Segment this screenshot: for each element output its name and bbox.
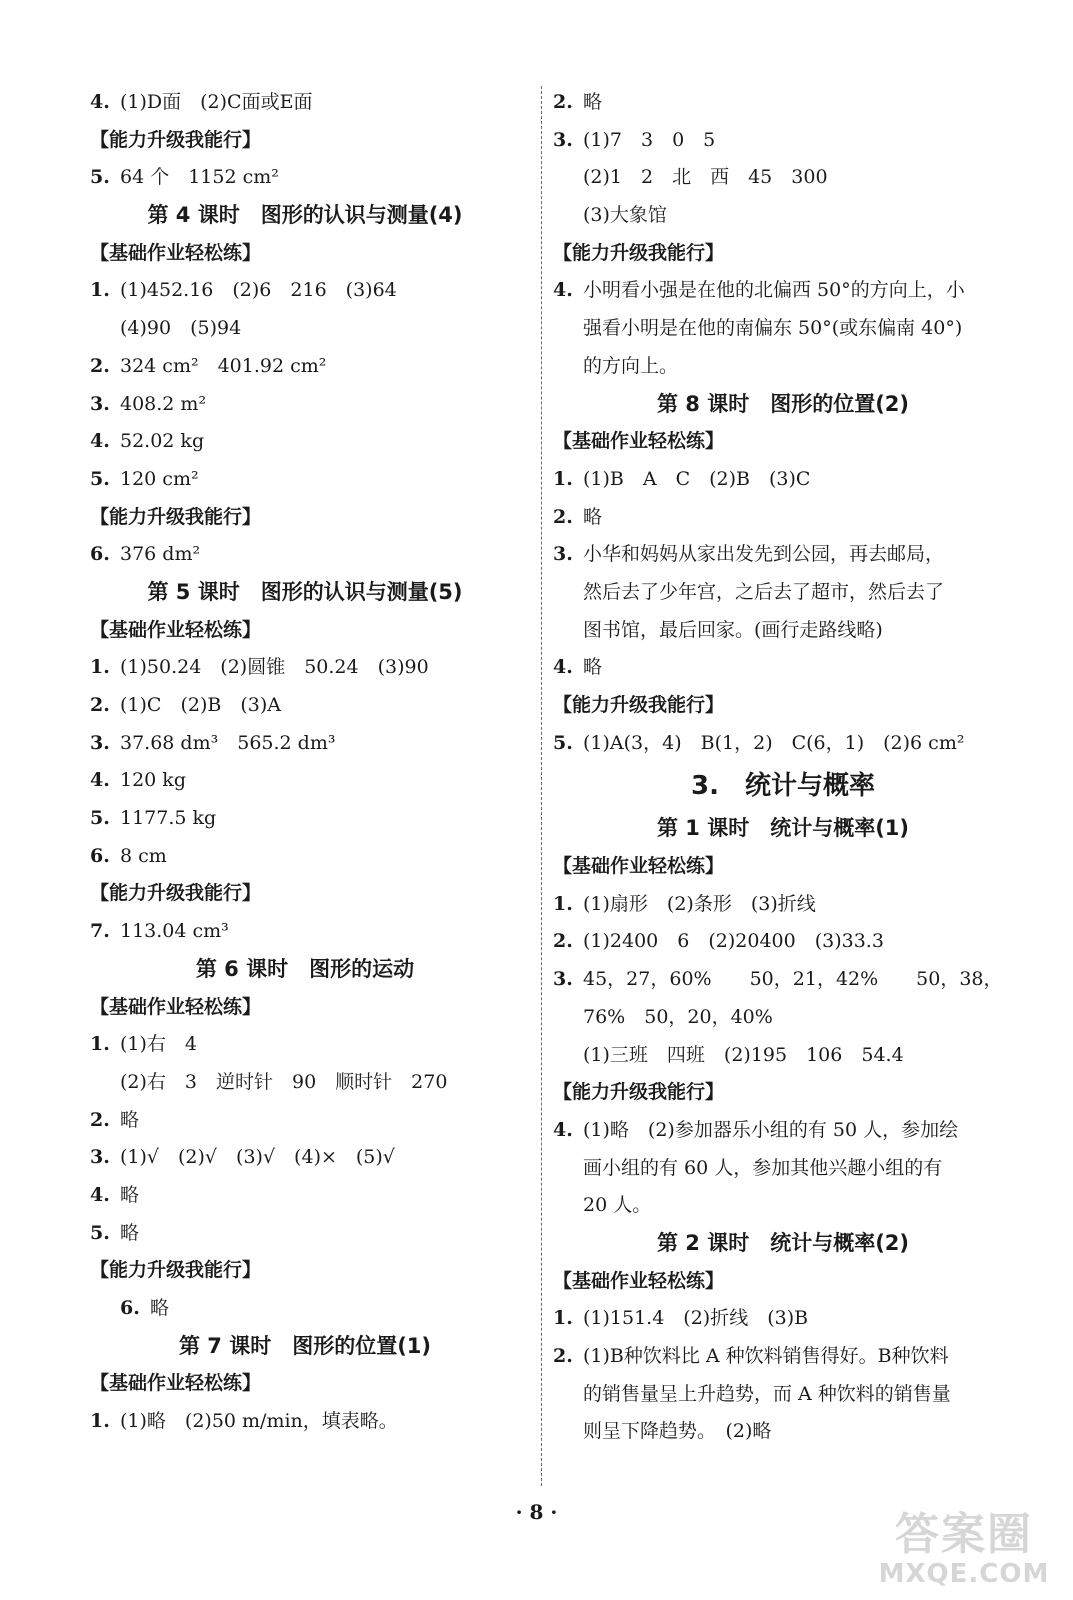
section-heading: 【能力升级我能行】 <box>90 505 262 528</box>
answer-continuation: 图书馆，最后回家。(画行走路线略) <box>583 618 883 641</box>
answer-continuation: 76% 50，20，40% <box>583 1005 773 1028</box>
answer-line: 5. (1)A(3，4) B(1，2) C(6，1) (2)6 cm² <box>553 731 965 754</box>
answer-line: 3. (1)7 3 0 5 <box>553 128 716 151</box>
answer-line: 4. 略 <box>90 1183 140 1206</box>
answer-line: 2. 略 <box>553 91 603 113</box>
lesson-title: 第 6 课时 图形的运动 <box>195 956 415 981</box>
lesson-title: 第 8 课时 图形的位置(2) <box>656 391 910 416</box>
watermark-url: MXQE.COM <box>878 1559 1050 1589</box>
lesson-title: 第 2 课时 统计与概率(2) <box>656 1230 910 1255</box>
lesson-title: 第 7 课时 图形的位置(1) <box>178 1333 432 1358</box>
section-heading: 【能力升级我能行】 <box>90 882 262 905</box>
answer-continuation: 画小组的有 60 人，参加其他兴趣小组的有 <box>583 1156 943 1179</box>
answer-line: 2. (1)C (2)B (3)A <box>90 694 281 716</box>
lesson-title: 第 5 课时 图形的认识与测量(5) <box>147 579 463 604</box>
answer-line: 3. 45，27，60% 50，21，42% 50，38， <box>553 968 1003 991</box>
answer-line: 6. 376 dm² <box>90 543 201 566</box>
answer-continuation: 20 人。 <box>583 1194 652 1217</box>
answer-continuation: 的方向上。 <box>583 354 679 377</box>
answer-line: 1. (1)B A C (2)B (3)C <box>553 467 811 490</box>
answer-line: 7. 113.04 cm³ <box>90 920 229 943</box>
answer-continuation: 强看小明是在他的南偏东 50°(或东偏南 40°) <box>583 317 963 340</box>
section-heading: 【基础作业轻松练】 <box>553 430 725 453</box>
answer-line: 2. 324 cm² 401.92 cm² <box>90 354 327 377</box>
answer-line: 4. 52.02 kg <box>90 430 205 453</box>
answer-line: 1. (1)452.16 (2)6 216 (3)64 <box>90 279 397 302</box>
chapter-title: 3. 统计与概率 <box>691 771 875 802</box>
section-heading: 【基础作业轻松练】 <box>553 855 725 878</box>
answer-line: 1. (1)扇形 (2)条形 (3)折线 <box>553 892 816 915</box>
section-heading: 【基础作业轻松练】 <box>90 241 262 264</box>
section-heading: 【能力升级我能行】 <box>90 1259 262 1282</box>
answer-continuation: 则呈下降趋势。 (2)略 <box>583 1420 772 1443</box>
answer-continuation: 然后去了少年宫，之后去了超市，然后去了 <box>583 580 945 603</box>
answer-line: 4. 120 kg <box>90 769 186 792</box>
answer-line: 6. 8 cm <box>90 844 167 867</box>
answer-continuation: 的销售量呈上升趋势，而 A 种饮料的销售量 <box>583 1382 951 1405</box>
answer-line: 5. 64 个 1152 cm² <box>90 166 279 189</box>
page-number: · 8 · <box>515 1500 558 1524</box>
answer-line: 6. 略 <box>120 1297 170 1319</box>
left-column <box>90 84 520 1441</box>
column-divider <box>541 86 542 1486</box>
answer-continuation: (2)1 2 北 西 45 300 <box>583 166 828 189</box>
answer-line: 2. (1)B种饮料比 A 种饮料销售得好。B种饮料 <box>553 1345 949 1367</box>
section-heading: 【能力升级我能行】 <box>553 694 725 716</box>
answer-line: 5. 120 cm² <box>90 467 199 490</box>
watermark-logo <box>869 1510 1059 1592</box>
lesson-title: 第 1 课时 统计与概率(1) <box>656 816 910 841</box>
answer-line: 3. (1)√ (2)√ (3)√ (4)× (5)√ <box>90 1146 395 1169</box>
section-heading: 【能力升级我能行】 <box>90 128 262 151</box>
answer-continuation: (2)右 3 逆时针 90 顺时针 270 <box>120 1070 448 1093</box>
answer-line: 2. 略 <box>553 505 603 528</box>
answer-continuation: (3)大象馆 <box>583 204 667 227</box>
answer-line: 4. (1)D面 (2)C面或E面 <box>90 91 313 113</box>
section-heading: 【基础作业轻松练】 <box>90 1372 262 1395</box>
section-heading: 【基础作业轻松练】 <box>553 1269 725 1292</box>
section-heading: 【能力升级我能行】 <box>553 1081 725 1104</box>
section-heading: 【基础作业轻松练】 <box>90 618 262 641</box>
answer-line: 1. (1)略 (2)50 m/min，填表略。 <box>90 1410 398 1433</box>
answer-line: 2. 略 <box>90 1108 140 1131</box>
answer-line: 3. 37.68 dm³ 565.2 dm³ <box>90 731 336 754</box>
lesson-title: 第 4 课时 图形的认识与测量(4) <box>147 203 463 228</box>
answer-line: 5. 略 <box>90 1221 140 1244</box>
answer-line: 3. 408.2 m² <box>90 392 207 415</box>
answer-line: 1. (1)50.24 (2)圆锥 50.24 (3)90 <box>90 656 429 679</box>
answer-line: 2. (1)2400 6 (2)20400 (3)33.3 <box>553 930 884 953</box>
watermark-text: 答案圈 <box>895 1509 1033 1560</box>
answer-line: 4. (1)略 (2)参加器乐小组的有 50 人，参加绘 <box>553 1118 959 1141</box>
answer-line: 1. (1)151.4 (2)折线 (3)B <box>553 1307 809 1330</box>
answer-line: 5. 1177.5 kg <box>90 807 217 830</box>
section-heading: 【基础作业轻松练】 <box>90 995 262 1018</box>
answer-line: 4. 小明看小强是在他的北偏西 50°的方向上，小 <box>553 279 965 302</box>
section-heading: 【能力升级我能行】 <box>553 241 725 264</box>
answer-line: 4. 略 <box>553 656 603 679</box>
answer-continuation: (4)90 (5)94 <box>120 317 242 340</box>
answer-continuation: (1)三班 四班 (2)195 106 54.4 <box>583 1043 904 1066</box>
right-column <box>553 84 1013 1451</box>
answer-line: 3. 小华和妈妈从家出发先到公园，再去邮局， <box>553 543 945 566</box>
answer-line: 1. (1)右 4 <box>90 1033 198 1056</box>
